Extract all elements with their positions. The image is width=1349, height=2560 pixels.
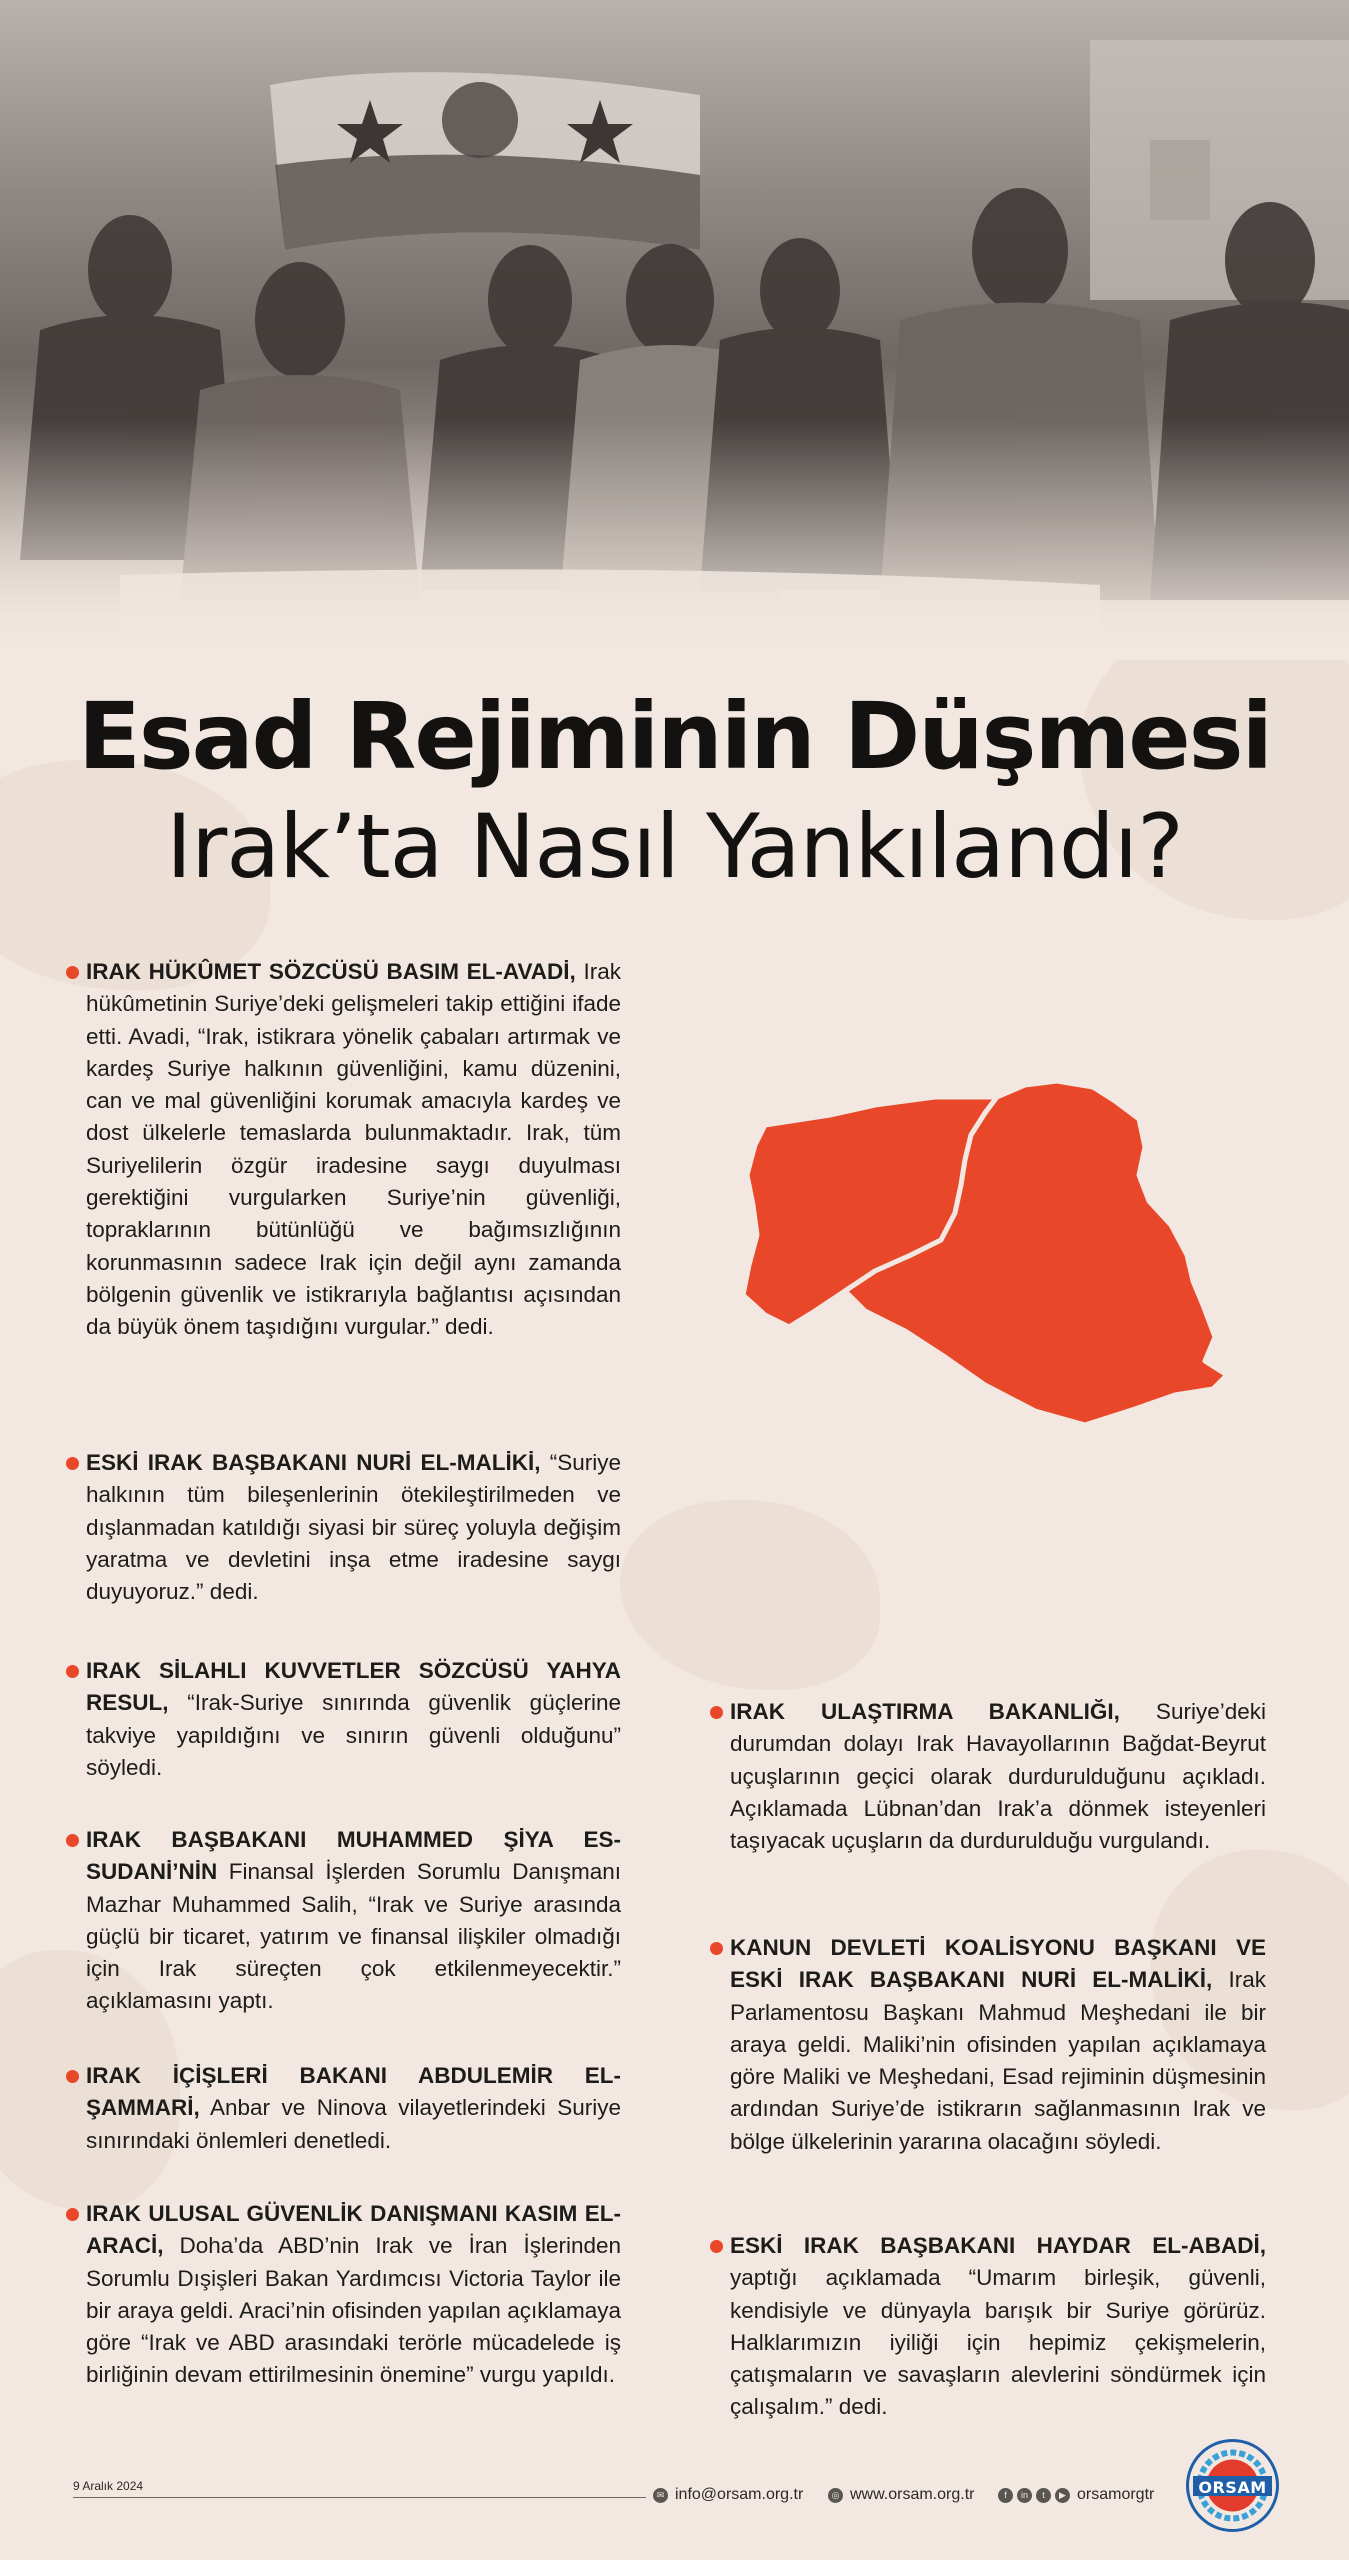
background-map-shape <box>620 1500 880 1690</box>
logo-text: ORSAM <box>1198 2478 1267 2497</box>
statement-body: Irak Parlamentosu Başkanı Mahmud Meşhedani ile bir araya geldi. Maliki’nin ofisinden yapılan açıklamaya göre Maliki ve Meşhedani, Esad rejiminin düşmesinin ardından Suriye’de istikrarın sağlanmasının Irak ve bölge ülkelerinin yararına olacağını söyledi. <box>730 1967 1267 2154</box>
statement-body: Irak hükûmetinin Suriye’deki gelişmeleri takip ettiğini ifade etti. Avadi, “Irak, istikrara yönelik çabaları artırmak ve kardeş Suriye halkının güvenliğini, kamu düzenini, can ve mal güvenliğini korumak amacıyla kardeş ve dost ülkelerle temaslarda bulunmaktadır. Irak, tüm Suriyelilerin özgür iradesine saygı duyulması gerektiğini vurgularken Suriye’nin güvenliği, topraklarının bütünlüğü ve bağımsızlığının korunmasının sadece Irak için değil aynı zamanda bölgenin güvenlik ve istikrarıyla bağlantısı açısından da büyük önem taşıdığını vurgular.” dedi. <box>86 959 621 1340</box>
statement-head: IRAK İÇİŞLERİ BAKANI ABDULEMİR EL-ŞAMMARİ, <box>86 2063 621 2121</box>
statement-head: KANUN DEVLETİ KOALİSYONU BAŞKANI VE ESKİ IRAK BAŞBAKANI NURİ EL-MALİKİ, <box>730 1935 1266 1993</box>
footer-social[interactable] <box>998 2486 1154 2504</box>
footer-website[interactable] <box>828 2486 974 2504</box>
statement-body: Suriye’deki durumdan dolayı Irak Havayollarının Bağdat-Beyrut uçuşlarının geçici olarak durdurulduğunu açıkladı. Açıklamada Lübnan’dan Irak’a dönmek isteyenleri taşıyacak uçuşların da durdurulduğu vurgulandı. <box>730 1699 1266 1854</box>
bullet-icon <box>66 1665 79 1678</box>
statement-item <box>86 1824 621 2018</box>
statement-head: IRAK SİLAHLI KUVVETLER SÖZCÜSÜ YAHYA RESUL, <box>86 1658 621 1716</box>
title-line-2: Irak’ta Nasıl Yankılandı? <box>166 795 1183 898</box>
hero-photo <box>0 0 1349 660</box>
linkedin-icon[interactable]: in <box>1017 2488 1032 2503</box>
footer-website-text[interactable]: www.orsam.org.tr <box>850 2486 975 2503</box>
youtube-icon[interactable]: ▶ <box>1055 2488 1070 2503</box>
footer-email[interactable] <box>653 2486 803 2504</box>
statement-body: Anbar ve Ninova vilayetlerindeki Suriye sınırındaki önlemleri denetledi. <box>86 2095 621 2153</box>
globe-icon: ◎ <box>828 2488 843 2503</box>
statement-body: “Irak-Suriye sınırında güvenlik güçlerine takviye yapıldığını ve sınırın güvenli olduğunu” söyledi. <box>86 1690 621 1780</box>
bullet-icon <box>66 2208 79 2221</box>
statement-head: ESKİ IRAK BAŞBAKANI HAYDAR EL-ABADİ, <box>730 2233 1266 2258</box>
twitter-icon[interactable]: t <box>1036 2488 1051 2503</box>
statement-head: IRAK HÜKÛMET SÖZCÜSÜ BASIM EL-AVADİ, <box>86 959 576 984</box>
statement-head: ESKİ IRAK BAŞBAKANI NURİ EL-MALİKİ, <box>86 1450 541 1475</box>
statement-body: Doha’da ABD’nin Irak ve İran İşlerinden Sorumlu Dışişleri Bakan Yardımcısı Victoria Taylor ile bir araya geldi. Araci’nin ofisinden yapılan açıklamaya göre “Irak ve ABD arasındaki terörle mücadelede iş birliğinin devam ettirilmesinin önemine” vurgu yapıldı. <box>86 2233 621 2388</box>
statement-item <box>730 1696 1266 1857</box>
facebook-icon[interactable]: f <box>998 2488 1013 2503</box>
page-title <box>0 682 1349 902</box>
statement-body: yaptığı açıklamada “Umarım birleşik, güvenli, kendisiyle ve dünyayla barışık bir Suriye görürüz. Halklarımızın iyiliği için hepimiz çekişmelerin, çatışmaların ve savaşların alevlerini söndürmek için çalışalım.” dedi. <box>730 2265 1266 2420</box>
email-icon: ✉ <box>653 2488 668 2503</box>
statement-body: “Suriye halkının tüm bileşenlerinin ötekileştirilmeden ve dışlanmadan katıldığı siyasi bir süreç yoluyla değişim yaratma ve devletini inşa etme iradesine saygı duyuyoruz.” dedi. <box>86 1450 621 1605</box>
footer-divider <box>73 2497 646 2498</box>
bullet-icon <box>66 1834 79 1847</box>
statement-item <box>730 1932 1266 2158</box>
social-icons <box>998 2488 1070 2503</box>
footer-social-handle[interactable]: orsamorgtr <box>1077 2486 1155 2503</box>
bullet-icon <box>66 1457 79 1470</box>
iraq-syria-map <box>735 1075 1235 1515</box>
bullet-icon <box>66 966 79 979</box>
statement-item <box>730 2230 1266 2424</box>
statement-item <box>86 1447 621 1608</box>
footer-date: 9 Aralık 2024 <box>73 2479 144 2493</box>
bullet-icon <box>66 2070 79 2083</box>
footer-email-text[interactable]: info@orsam.org.tr <box>675 2486 804 2503</box>
statement-item <box>86 2198 621 2392</box>
statement-item <box>86 956 621 1344</box>
statement-head: IRAK ULAŞTIRMA BAKANLIĞI, <box>730 1699 1120 1724</box>
statement-item <box>86 2060 621 2157</box>
statement-head: IRAK BAŞBAKANI MUHAMMED ŞİYA ES-SUDANİ’NİN <box>86 1827 621 1885</box>
title-line-1: Esad Rejiminin Düşmesi <box>77 683 1271 790</box>
orsam-logo <box>1185 2438 1280 2533</box>
statement-head: IRAK ULUSAL GÜVENLİK DANIŞMANI KASIM EL-ARACİ, <box>86 2201 621 2259</box>
bullet-icon <box>710 1706 723 1719</box>
statement-item <box>86 1655 621 1784</box>
statement-body: Finansal İşlerden Sorumlu Danışmanı Mazhar Muhammed Salih, “Irak ve Suriye arasında güçlü bir ticaret, yatırım ve finansal ilişkiler olmadığı için Irak süreçten çok etkilenmeyecektir.” açıklamasını yaptı. <box>86 1859 621 2014</box>
bullet-icon <box>710 2240 723 2253</box>
bullet-icon <box>710 1942 723 1955</box>
